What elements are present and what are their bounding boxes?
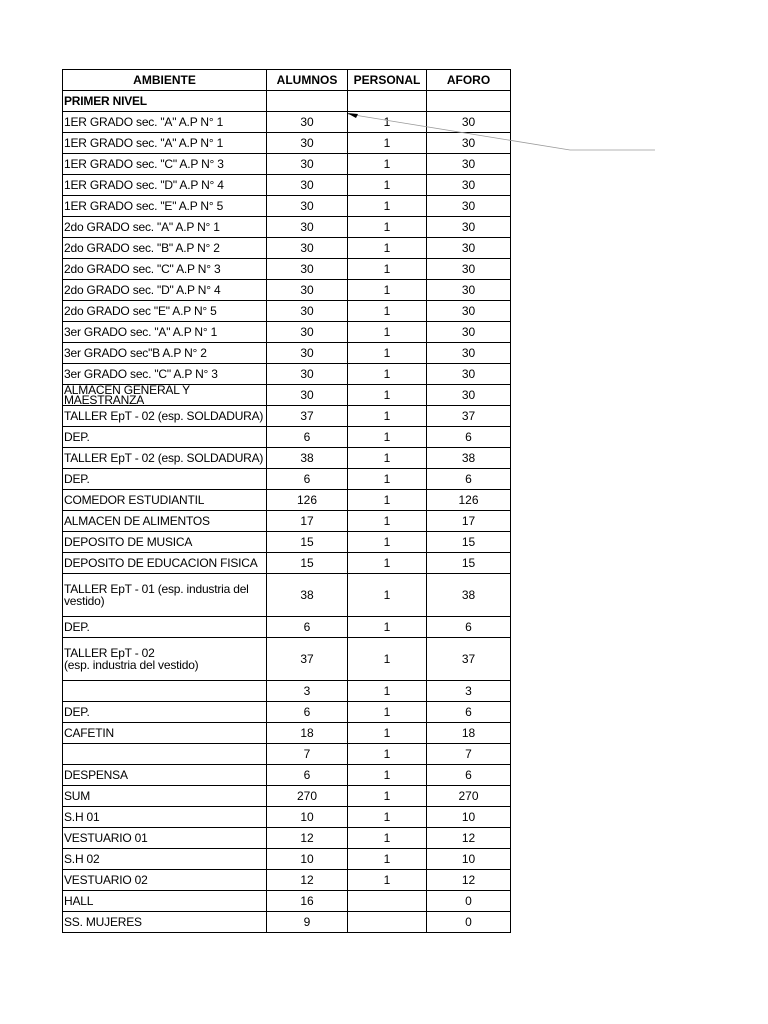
cell-personal: 1	[348, 406, 427, 427]
table-row	[63, 553, 511, 574]
table-row	[63, 891, 511, 912]
cell-aforo: 270	[427, 786, 511, 807]
cell-ambiente: DESPENSA	[63, 765, 267, 786]
cell-aforo: 6	[427, 427, 511, 448]
table-row	[63, 807, 511, 828]
cell-alumnos: 9	[267, 912, 348, 933]
table-row	[63, 448, 511, 469]
cell-personal: 1	[348, 448, 427, 469]
cell-personal: 1	[348, 196, 427, 217]
cell-ambiente: PRIMER NIVEL	[63, 91, 267, 112]
cell-aforo: 30	[427, 133, 511, 154]
cell-alumnos: 15	[267, 532, 348, 553]
cell-personal: 1	[348, 322, 427, 343]
cell-ambiente: 1ER GRADO sec. "D" A.P N° 4	[63, 175, 267, 196]
cell-ambiente: S.H 02	[63, 849, 267, 870]
cell-alumnos: 30	[267, 154, 348, 175]
cell-ambiente: 1ER GRADO sec. "A" A.P N° 1	[63, 112, 267, 133]
cell-ambiente: 1ER GRADO sec. "E" A.P N° 5	[63, 196, 267, 217]
cell-personal: 1	[348, 301, 427, 322]
cell-aforo: 15	[427, 532, 511, 553]
cell-aforo: 0	[427, 891, 511, 912]
cell-alumnos: 30	[267, 217, 348, 238]
cell-ambiente: COMEDOR ESTUDIANTIL	[63, 490, 267, 511]
cell-aforo	[427, 91, 511, 112]
cell-alumnos: 30	[267, 238, 348, 259]
cell-personal: 1	[348, 511, 427, 532]
table-row	[63, 490, 511, 511]
table-row	[63, 617, 511, 638]
cell-aforo: 12	[427, 870, 511, 891]
cell-personal: 1	[348, 870, 427, 891]
cell-alumnos: 6	[267, 469, 348, 490]
table-row	[63, 364, 511, 385]
cell-alumnos: 30	[267, 343, 348, 364]
cell-alumnos: 30	[267, 301, 348, 322]
cell-personal: 1	[348, 807, 427, 828]
cell-ambiente: 1ER GRADO sec. "A" A.P N° 1	[63, 133, 267, 154]
cell-ambiente: 2do GRADO sec "E" A.P N° 5	[63, 301, 267, 322]
cell-aforo: 38	[427, 448, 511, 469]
cell-personal: 1	[348, 765, 427, 786]
table-row	[63, 849, 511, 870]
cell-alumnos: 126	[267, 490, 348, 511]
cell-personal: 1	[348, 385, 427, 406]
cell-aforo: 7	[427, 744, 511, 765]
cell-aforo: 10	[427, 849, 511, 870]
cell-alumnos: 12	[267, 870, 348, 891]
cell-alumnos: 30	[267, 112, 348, 133]
cell-ambiente: TALLER EpT - 02 (esp. industria del vestido)	[63, 638, 267, 681]
table-row	[63, 112, 511, 133]
cell-aforo: 30	[427, 175, 511, 196]
cell-ambiente: 2do GRADO sec. "B" A.P N° 2	[63, 238, 267, 259]
header-ambiente: AMBIENTE	[63, 70, 267, 91]
table-row	[63, 511, 511, 532]
header-alumnos: ALUMNOS	[267, 70, 348, 91]
cell-personal: 1	[348, 702, 427, 723]
cell-alumnos: 270	[267, 786, 348, 807]
cell-aforo: 30	[427, 343, 511, 364]
cell-aforo: 18	[427, 723, 511, 744]
cell-aforo: 6	[427, 765, 511, 786]
table-row	[63, 702, 511, 723]
cell-ambiente: ALMACEN GENERAL Y MAESTRANZA	[63, 385, 267, 406]
cell-personal: 1	[348, 532, 427, 553]
cell-alumnos: 30	[267, 322, 348, 343]
cell-personal: 1	[348, 786, 427, 807]
cell-personal: 1	[348, 723, 427, 744]
cell-aforo: 12	[427, 828, 511, 849]
capacity-table	[62, 69, 511, 933]
cell-alumnos: 30	[267, 196, 348, 217]
cell-ambiente: TALLER EpT - 01 (esp. industria del vestido)	[63, 574, 267, 617]
cell-personal: 1	[348, 259, 427, 280]
cell-alumnos: 30	[267, 385, 348, 406]
cell-alumnos: 30	[267, 364, 348, 385]
cell-aforo: 30	[427, 217, 511, 238]
cell-ambiente: 2do GRADO sec. "A" A.P N° 1	[63, 217, 267, 238]
table-row	[63, 532, 511, 553]
table-row	[63, 280, 511, 301]
cell-ambiente: 2do GRADO sec. "C" A.P N° 3	[63, 259, 267, 280]
cell-personal: 1	[348, 849, 427, 870]
table-row	[63, 238, 511, 259]
table-row	[63, 870, 511, 891]
cell-aforo: 6	[427, 617, 511, 638]
cell-aforo: 30	[427, 259, 511, 280]
cell-personal: 1	[348, 681, 427, 702]
table-row	[63, 638, 511, 681]
cell-alumnos: 10	[267, 849, 348, 870]
header-row	[63, 70, 511, 91]
cell-personal: 1	[348, 112, 427, 133]
cell-alumnos: 30	[267, 133, 348, 154]
table-row	[63, 469, 511, 490]
cell-personal: 1	[348, 828, 427, 849]
cell-alumnos: 30	[267, 280, 348, 301]
cell-aforo: 6	[427, 469, 511, 490]
cell-aforo: 15	[427, 553, 511, 574]
cell-ambiente: SS. MUJERES	[63, 912, 267, 933]
cell-ambiente: DEP.	[63, 617, 267, 638]
table-row	[63, 154, 511, 175]
table-row	[63, 786, 511, 807]
cell-aforo: 30	[427, 322, 511, 343]
cell-personal: 1	[348, 744, 427, 765]
cell-aforo: 126	[427, 490, 511, 511]
cell-personal: 1	[348, 280, 427, 301]
cell-personal: 1	[348, 343, 427, 364]
cell-ambiente: 1ER GRADO sec. "C" A.P N° 3	[63, 154, 267, 175]
cell-personal	[348, 912, 427, 933]
cell-personal: 1	[348, 238, 427, 259]
cell-alumnos: 37	[267, 406, 348, 427]
cell-ambiente: TALLER EpT - 02 (esp. SOLDADURA)	[63, 448, 267, 469]
table-row	[63, 133, 511, 154]
cell-personal: 1	[348, 427, 427, 448]
cell-ambiente: 3er GRADO sec. "A" A.P N° 1	[63, 322, 267, 343]
cell-aforo: 17	[427, 511, 511, 532]
table-row	[63, 175, 511, 196]
cell-personal: 1	[348, 574, 427, 617]
header-personal: PERSONAL	[348, 70, 427, 91]
header-aforo: AFORO	[427, 70, 511, 91]
cell-ambiente: HALL	[63, 891, 267, 912]
cell-ambiente: VESTUARIO 01	[63, 828, 267, 849]
cell-personal	[348, 91, 427, 112]
cell-ambiente: TALLER EpT - 02 (esp. SOLDADURA)	[63, 406, 267, 427]
cell-aforo: 37	[427, 638, 511, 681]
cell-alumnos: 30	[267, 175, 348, 196]
table-row	[63, 385, 511, 406]
cell-ambiente: DEPOSITO DE MUSICA	[63, 532, 267, 553]
cell-personal: 1	[348, 638, 427, 681]
cell-ambiente: S.H 01	[63, 807, 267, 828]
cell-personal: 1	[348, 553, 427, 574]
cell-aforo: 30	[427, 238, 511, 259]
cell-alumnos: 7	[267, 744, 348, 765]
cell-aforo: 30	[427, 154, 511, 175]
cell-alumnos: 17	[267, 511, 348, 532]
cell-aforo: 30	[427, 196, 511, 217]
cell-ambiente: CAFETIN	[63, 723, 267, 744]
cell-aforo: 30	[427, 301, 511, 322]
cell-ambiente: DEP.	[63, 469, 267, 490]
cell-personal: 1	[348, 469, 427, 490]
table-row	[63, 301, 511, 322]
cell-ambiente: DEP.	[63, 427, 267, 448]
table-row	[63, 196, 511, 217]
cell-alumnos: 16	[267, 891, 348, 912]
cell-aforo: 3	[427, 681, 511, 702]
cell-ambiente: DEP.	[63, 702, 267, 723]
section-row	[63, 91, 511, 112]
cell-aforo: 10	[427, 807, 511, 828]
table-row	[63, 574, 511, 617]
cell-personal: 1	[348, 217, 427, 238]
cell-alumnos: 6	[267, 702, 348, 723]
cell-alumnos: 12	[267, 828, 348, 849]
table-row	[63, 406, 511, 427]
table-row	[63, 723, 511, 744]
cell-alumnos: 6	[267, 765, 348, 786]
cell-aforo: 30	[427, 112, 511, 133]
cell-alumnos: 38	[267, 448, 348, 469]
cell-aforo: 30	[427, 280, 511, 301]
cell-aforo: 30	[427, 385, 511, 406]
cell-ambiente	[63, 681, 267, 702]
cell-personal: 1	[348, 175, 427, 196]
cell-personal	[348, 891, 427, 912]
cell-alumnos	[267, 91, 348, 112]
cell-ambiente: ALMACEN DE ALIMENTOS	[63, 511, 267, 532]
cell-alumnos: 10	[267, 807, 348, 828]
cell-alumnos: 37	[267, 638, 348, 681]
cell-alumnos: 38	[267, 574, 348, 617]
cell-aforo: 37	[427, 406, 511, 427]
cell-ambiente: SUM	[63, 786, 267, 807]
cell-ambiente: DEPOSITO DE EDUCACION FISICA	[63, 553, 267, 574]
cell-aforo: 30	[427, 364, 511, 385]
cell-alumnos: 15	[267, 553, 348, 574]
table-row	[63, 681, 511, 702]
cell-alumnos: 18	[267, 723, 348, 744]
table-row	[63, 259, 511, 280]
cell-personal: 1	[348, 133, 427, 154]
cell-alumnos: 3	[267, 681, 348, 702]
table-row	[63, 765, 511, 786]
cell-ambiente: 3er GRADO sec. "C" A.P N° 3	[63, 364, 267, 385]
cell-alumnos: 30	[267, 259, 348, 280]
cell-aforo: 38	[427, 574, 511, 617]
cell-alumnos: 6	[267, 427, 348, 448]
table-row	[63, 343, 511, 364]
cell-ambiente: VESTUARIO 02	[63, 870, 267, 891]
cell-ambiente: 3er GRADO sec"B A.P N° 2	[63, 343, 267, 364]
cell-personal: 1	[348, 490, 427, 511]
cell-personal: 1	[348, 154, 427, 175]
table-row	[63, 828, 511, 849]
cell-ambiente: 2do GRADO sec. "D" A.P N° 4	[63, 280, 267, 301]
cell-personal: 1	[348, 617, 427, 638]
table-row	[63, 427, 511, 448]
cell-personal: 1	[348, 364, 427, 385]
table-row	[63, 217, 511, 238]
cell-alumnos: 6	[267, 617, 348, 638]
table-row	[63, 322, 511, 343]
table-row	[63, 912, 511, 933]
cell-aforo: 0	[427, 912, 511, 933]
cell-aforo: 6	[427, 702, 511, 723]
table-row	[63, 744, 511, 765]
cell-ambiente	[63, 744, 267, 765]
